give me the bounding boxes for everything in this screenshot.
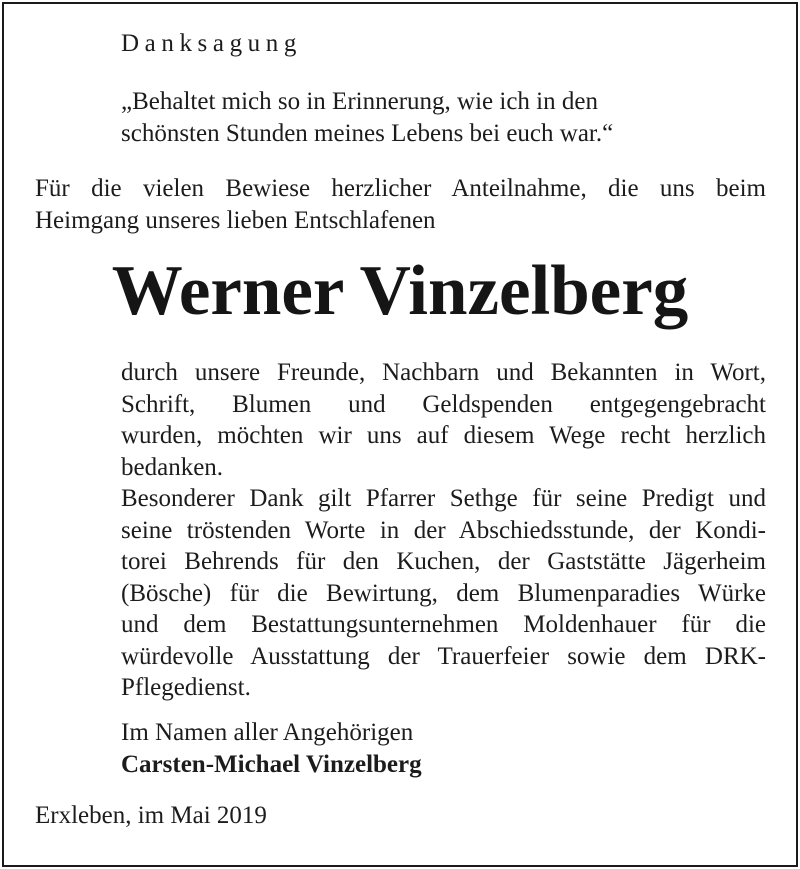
notice-heading: Danksagung <box>121 30 302 57</box>
intro-line: Für die vielen Bewiese herzlicher Anteilnahme, die uns beim <box>35 175 766 202</box>
body-line: und dem Bestattungsunternehmen Moldenhauer für die <box>121 611 766 638</box>
body-line: Pflegedienst. <box>121 674 251 701</box>
body-line: Schrift, Blumen und Geldspenden entgegengebracht <box>121 390 766 418</box>
memorial-quote <box>121 86 681 150</box>
thanks-body <box>121 357 766 704</box>
place-date: Erxleben, im Mai 2019 <box>35 802 267 829</box>
body-line: torei Behrends für den Kuchen, der Gaststätte Jägerheim <box>121 548 766 575</box>
body-line: seine tröstenden Worte in der Abschiedsstunde, der Kondi- <box>121 516 766 544</box>
signature-name: Carsten-Michael Vinzelberg <box>121 751 422 778</box>
quote-line: „Behaltet mich so in Erinnerung, wie ich in den <box>121 88 598 115</box>
body-line: bedanken. <box>121 453 224 481</box>
body-line: Besonderer Dank gilt Pfarrer Sethge für seine Predigt und <box>121 485 766 512</box>
intro-text <box>35 173 766 237</box>
body-line: durch unsere Freunde, Nachbarn und Bekannten in Wort, <box>121 359 766 386</box>
signature-block <box>121 717 422 781</box>
deceased-name: Werner Vinzelberg <box>111 252 689 330</box>
body-line: (Bösche) für die Bewirtung, dem Blumenparadies Würke <box>121 579 766 607</box>
body-line: würdevolle Ausstattung der Trauerfeier sowie dem DRK- <box>121 642 766 670</box>
body-line: wurden, möchten wir uns auf diesem Wege recht herzlich <box>121 422 766 449</box>
signature-intro: Im Namen aller Angehörigen <box>121 719 414 746</box>
intro-line: Heimgang unseres lieben Entschlafenen <box>35 207 436 234</box>
quote-line: schönsten Stunden meines Lebens bei euch war.“ <box>121 120 614 147</box>
